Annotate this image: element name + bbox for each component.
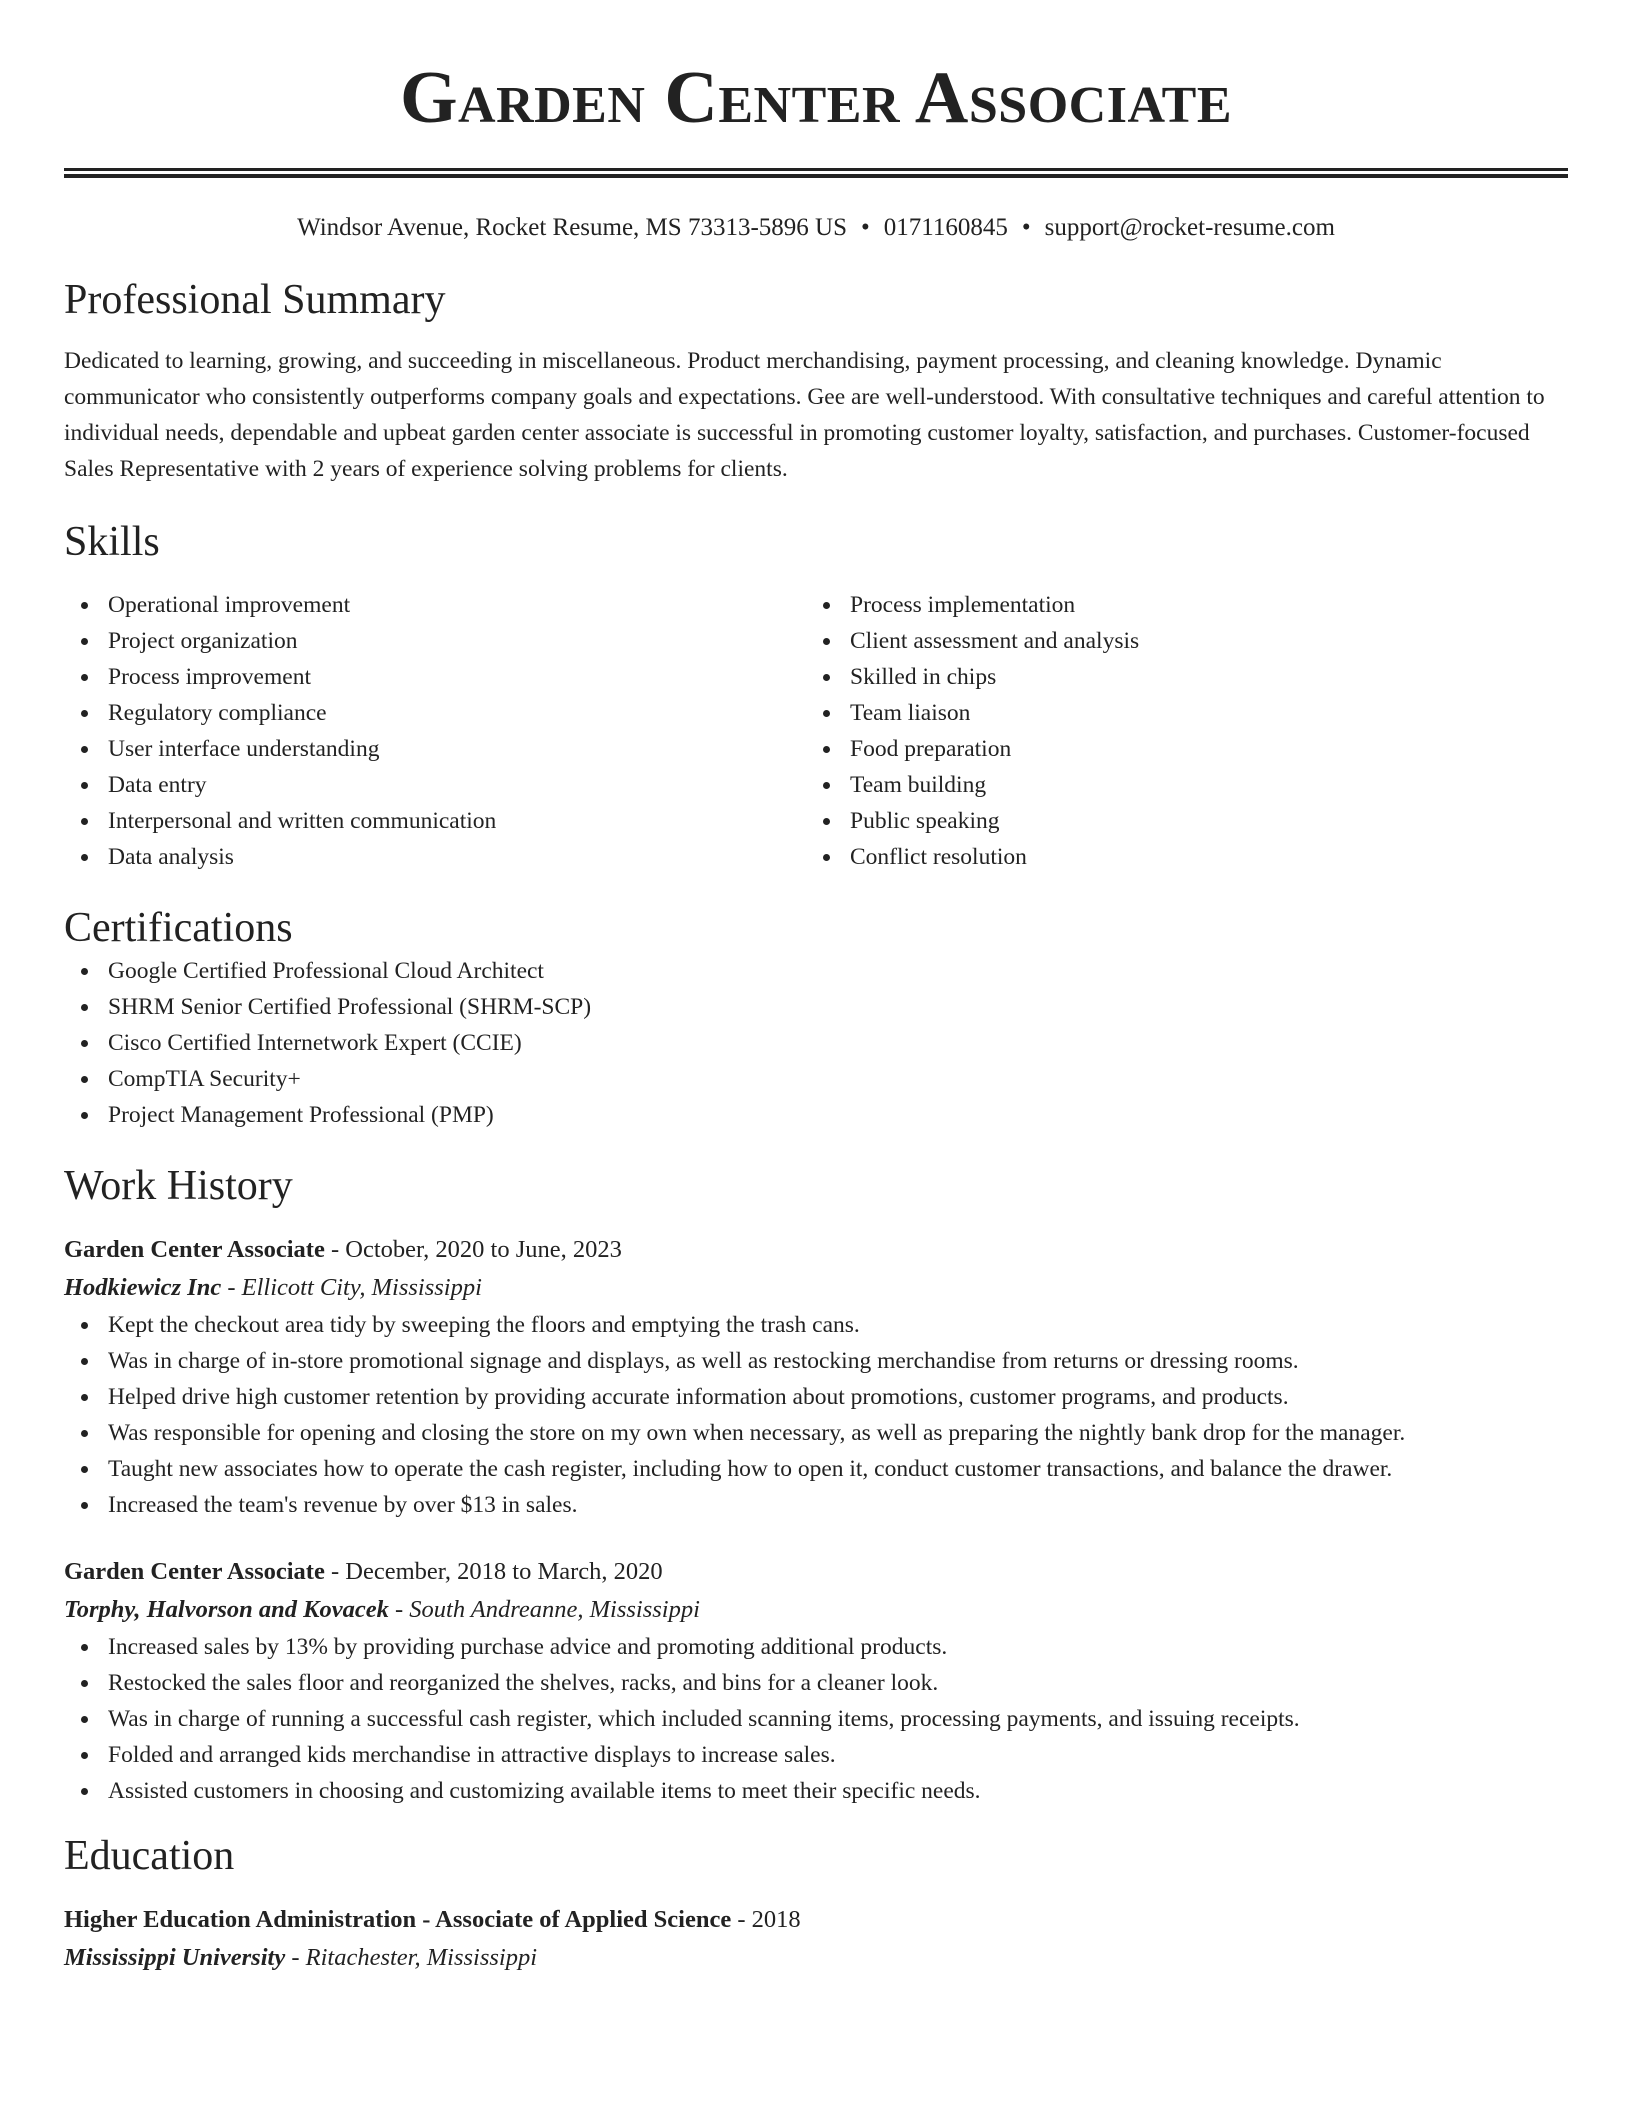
skill-item [806, 839, 1548, 875]
contact-address: Windsor Avenue, Rocket Resume, MS 73313-5896 US [297, 214, 847, 241]
certification-label: Google Certified Professional Cloud Architect [108, 958, 544, 984]
job-duty-text: Restocked the sales floor and reorganized the shelves, racks, and bins for a cleaner look. [108, 1670, 939, 1696]
certification-label: Project Management Professional (PMP) [108, 1102, 494, 1128]
job-duty-text: Assisted customers in choosing and customizing available items to meet their specific needs. [108, 1778, 981, 1804]
certification-label: Cisco Certified Internetwork Expert (CCIE) [108, 1030, 522, 1056]
bullet-icon [81, 674, 88, 681]
bullet-icon [81, 602, 88, 609]
job-duty [64, 1343, 1568, 1379]
job-location: - South Andreanne, Mississippi [388, 1596, 700, 1623]
summary-heading: Professional Summary [64, 277, 446, 323]
skill-label: Data analysis [108, 844, 234, 870]
skill-label: Skilled in chips [850, 664, 997, 690]
contact-separator: • [1021, 214, 1031, 241]
skill-label: Project organization [108, 628, 298, 654]
certification-item [64, 953, 1568, 989]
bullet-icon [823, 602, 830, 609]
skill-item [806, 659, 1548, 695]
resume-title: Garden Center Associate [399, 57, 1233, 139]
bullet-icon [81, 1004, 88, 1011]
bullet-icon [81, 782, 88, 789]
bullet-icon [823, 710, 830, 717]
bullet-icon [81, 1358, 88, 1365]
bullet-icon [81, 1076, 88, 1083]
contact-phone: 0171160845 [883, 214, 1008, 241]
bullet-icon [81, 1788, 88, 1795]
bullet-icon [823, 782, 830, 789]
skill-label: Public speaking [850, 808, 1000, 834]
work-history-heading: Work History [64, 1163, 293, 1209]
education-year: - 2018 [731, 1906, 801, 1933]
skill-item [806, 731, 1548, 767]
job-duty [64, 1451, 1568, 1487]
education-degree: Higher Education Administration - Associate of Applied Science [64, 1906, 732, 1933]
job-duty-text: Increased sales by 13% by providing purchase advice and promoting additional products. [108, 1634, 948, 1660]
bullet-icon [823, 854, 830, 861]
skills-list-left [64, 587, 806, 875]
bullet-icon [81, 1752, 88, 1759]
skills-column-left [64, 587, 806, 875]
skill-item [806, 623, 1548, 659]
job-employer [64, 1269, 1568, 1307]
skill-item [64, 731, 806, 767]
job-dates: - December, 2018 to March, 2020 [324, 1558, 663, 1585]
certification-item [64, 1097, 1568, 1133]
job-duty [64, 1415, 1568, 1451]
skill-item [64, 695, 806, 731]
skill-label: Interpersonal and written communication [108, 808, 497, 834]
skills-list-right [806, 587, 1548, 875]
skill-label: Operational improvement [108, 592, 351, 618]
skills-column-right [806, 587, 1548, 875]
bullet-icon [81, 1644, 88, 1651]
job-employer [64, 1591, 1568, 1629]
job-duties-list [64, 1629, 1568, 1809]
job-entry [64, 1231, 1568, 1523]
education-location: - Ritachester, Mississippi [285, 1944, 538, 1971]
education-school: Mississippi University [64, 1944, 286, 1971]
skill-item [64, 587, 806, 623]
job-duty [64, 1379, 1568, 1415]
skill-label: Team liaison [850, 700, 971, 726]
skills-heading: Skills [64, 519, 160, 565]
skill-label: Team building [850, 772, 987, 798]
skill-label: Conflict resolution [850, 844, 1027, 870]
bullet-icon [81, 818, 88, 825]
job-duty-text: Was in charge of in-store promotional signage and displays, as well as restocking merchandise from returns or dressing rooms. [108, 1348, 1299, 1374]
education-heading: Education [64, 1833, 235, 1879]
certification-item [64, 1061, 1568, 1097]
education-institution [64, 1939, 1568, 1977]
job-dates: - October, 2020 to June, 2023 [324, 1236, 622, 1263]
bullet-icon [823, 746, 830, 753]
job-company: Torphy, Halvorson and Kovacek [64, 1596, 389, 1623]
bullet-icon [81, 1502, 88, 1509]
job-duty-text: Was responsible for opening and closing the store on my own when necessary, as well as preparing the nightly bank drop for the manager. [108, 1420, 1406, 1446]
job-role: Garden Center Associate [64, 1236, 325, 1263]
skill-label: User interface understanding [108, 736, 380, 762]
contact-email: support@rocket-resume.com [1044, 214, 1335, 241]
job-duty [64, 1665, 1568, 1701]
job-header [64, 1553, 1568, 1591]
skill-item [64, 803, 806, 839]
job-duty [64, 1307, 1568, 1343]
certifications-heading: Certifications [64, 905, 293, 951]
skill-label: Process implementation [850, 592, 1076, 618]
skill-item [806, 767, 1548, 803]
bullet-icon [81, 1680, 88, 1687]
bullet-icon [81, 1112, 88, 1119]
skill-item [64, 659, 806, 695]
bullet-icon [81, 854, 88, 861]
job-duty [64, 1487, 1568, 1523]
skill-label: Data entry [108, 772, 207, 798]
bullet-icon [81, 1322, 88, 1329]
job-duty-text: Was in charge of running a successful cash register, which included scanning items, processing payments, and issuing receipts. [108, 1706, 1300, 1732]
certification-item [64, 989, 1568, 1025]
bullet-icon [81, 968, 88, 975]
job-duty-text: Kept the checkout area tidy by sweeping the floors and emptying the trash cans. [108, 1312, 860, 1338]
skill-label: Client assessment and analysis [850, 628, 1140, 654]
skill-item [806, 803, 1548, 839]
skill-label: Regulatory compliance [108, 700, 327, 726]
job-duty [64, 1737, 1568, 1773]
skill-item [806, 587, 1548, 623]
job-duty-text: Increased the team's revenue by over $13 in sales. [108, 1492, 578, 1518]
certifications-list [64, 953, 1568, 1133]
bullet-icon [823, 818, 830, 825]
bullet-icon [81, 638, 88, 645]
job-duty-text: Folded and arranged kids merchandise in attractive displays to increase sales. [108, 1742, 836, 1768]
bullet-icon [81, 1394, 88, 1401]
bullet-icon [81, 1040, 88, 1047]
job-role: Garden Center Associate [64, 1558, 325, 1585]
job-duty-text: Taught new associates how to operate the cash register, including how to open it, conduct customer transactions, and balance the drawer. [108, 1456, 1393, 1482]
skill-label: Process improvement [108, 664, 311, 690]
contact-line [64, 211, 1568, 245]
bullet-icon [81, 1466, 88, 1473]
certification-label: SHRM Senior Certified Professional (SHRM-SCP) [108, 994, 592, 1020]
skill-label: Food preparation [850, 736, 1012, 762]
job-header [64, 1231, 1568, 1269]
certification-item [64, 1025, 1568, 1061]
job-company: Hodkiewicz Inc [64, 1274, 222, 1301]
certification-label: CompTIA Security+ [108, 1066, 301, 1092]
job-duty-text: Helped drive high customer retention by providing accurate information about promotions, customer programs, and products. [108, 1384, 1289, 1410]
bullet-icon [81, 1430, 88, 1437]
skills-grid [64, 587, 1568, 875]
summary-text: Dedicated to learning, growing, and succeeding in miscellaneous. Product merchandising, payment processing, and cleaning knowledge. Dynamic communicator who consistently outperforms company goals and expectations. Gee are well-understood. With consultative techniques and careful attention to individual needs, dependable and upbeat garden center associate is successful in promoting customer loyalty, satisfaction, and purchases. Customer-focused Sales Representative with 2 years of experience solving problems for clients. [64, 348, 1545, 482]
skill-item [64, 623, 806, 659]
job-location: - Ellicott City, Mississippi [221, 1274, 482, 1301]
bullet-icon [81, 1716, 88, 1723]
bullet-icon [81, 710, 88, 717]
bullet-icon [823, 638, 830, 645]
skill-item [806, 695, 1548, 731]
title-divider [64, 168, 1568, 178]
job-duty [64, 1629, 1568, 1665]
job-duty [64, 1773, 1568, 1809]
job-duties-list [64, 1307, 1568, 1523]
education-header [64, 1901, 1568, 1939]
contact-separator: • [860, 214, 870, 241]
skill-item [64, 839, 806, 875]
bullet-icon [81, 746, 88, 753]
job-duty [64, 1701, 1568, 1737]
skill-item [64, 767, 806, 803]
bullet-icon [823, 674, 830, 681]
job-entry [64, 1553, 1568, 1809]
